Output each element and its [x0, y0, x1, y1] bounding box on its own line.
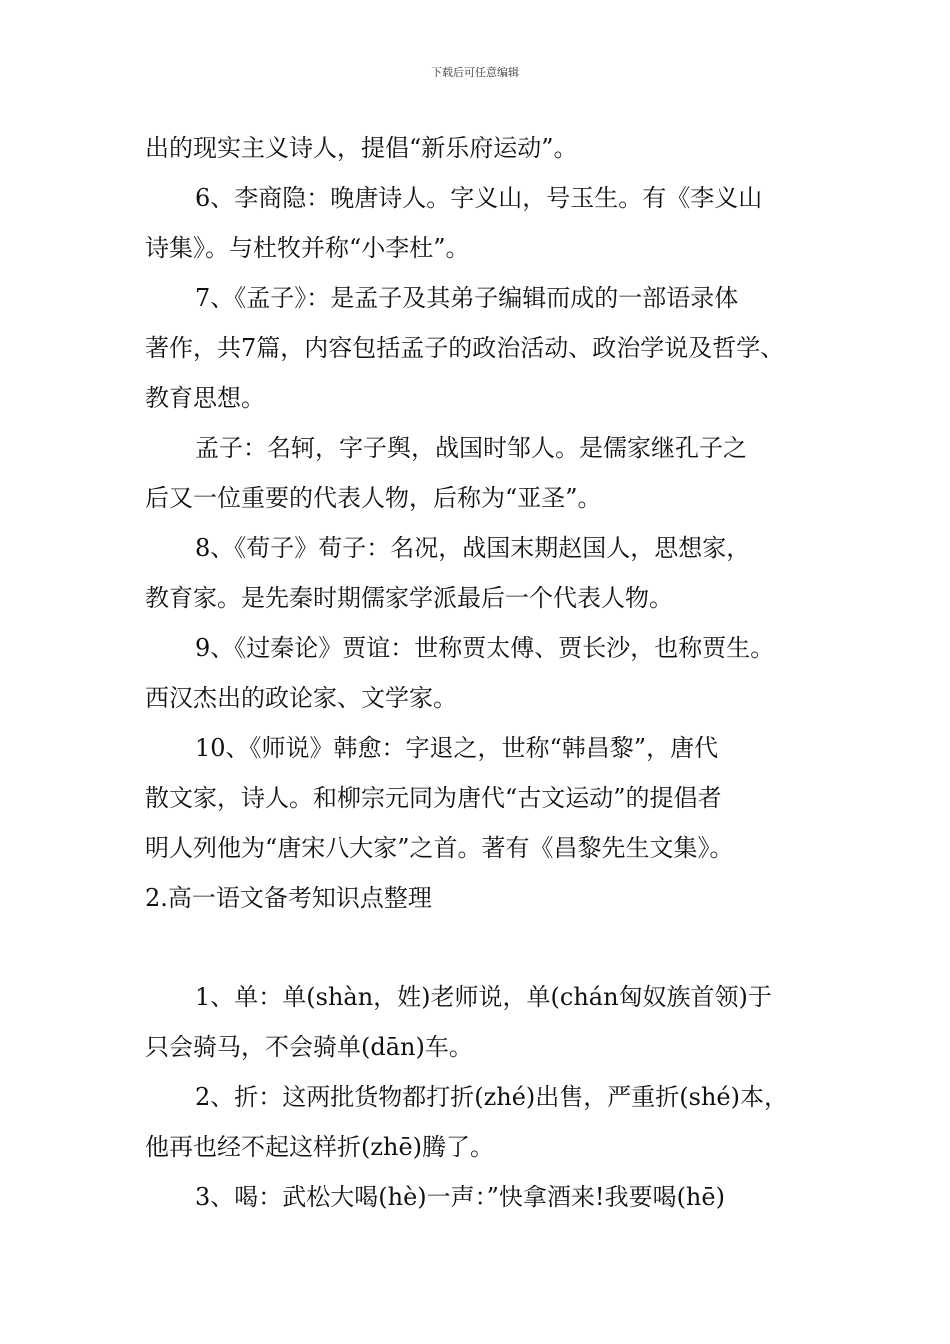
- section-heading: 2.高一语文备考知识点整理: [145, 884, 432, 912]
- text-line: 散文家，诗人。和柳宗元同为唐代“古文运动”的提倡者: [145, 784, 722, 812]
- text-line: 6、李商隐：晚唐诗人。字义山，号玉生。有《李义山: [195, 184, 763, 212]
- text-line: 后又一位重要的代表人物，后称为“亚圣”。: [145, 484, 602, 512]
- text-line: 9、《过秦论》贾谊：世称贾太傅、贾长沙，也称贾生。: [195, 634, 775, 662]
- text-line: 只会骑马，不会骑单(dān)车。: [145, 1033, 473, 1061]
- text-line: 3、喝：武松大喝(hè)一声：”快拿酒来!我要喝(hē): [195, 1183, 725, 1211]
- text-line: 2、折：这两批货物都打折(zhé)出售，严重折(shé)本，: [195, 1083, 789, 1111]
- text-line: 出的现实主义诗人，提倡“新乐府运动”。: [145, 134, 578, 162]
- text-line: 明人列他为“唐宋八大家”之首。著有《昌黎先生文集》。: [145, 834, 734, 862]
- text-line: 孟子：名轲，字子舆，战国时邹人。是儒家继孔子之: [195, 434, 747, 462]
- text-line: 8、《荀子》荀子：名况，战国末期赵国人，思想家，: [195, 534, 751, 562]
- text-line: 7、《孟子》：是孟子及其弟子编辑而成的一部语录体: [195, 284, 739, 312]
- text-line: 教育思想。: [145, 384, 265, 412]
- text-line: 10、《师说》韩愈：字退之，世称“韩昌黎”，唐代: [195, 734, 719, 762]
- text-line: 诗集》。与杜牧并称“小李杜”。: [145, 234, 470, 262]
- text-line: 著作，共7篇，内容包括孟子的政治活动、政治学说及哲学、: [145, 334, 785, 362]
- text-line: 西汉杰出的政论家、文学家。: [145, 684, 457, 712]
- text-line: 1、单：单(shàn，姓)老师说，单(chán匈奴族首领)于: [195, 983, 772, 1011]
- text-line: 教育家。是先秦时期儒家学派最后一个代表人物。: [145, 584, 673, 612]
- page-header: 下载后可任意编辑: [431, 66, 519, 79]
- text-line: 他再也经不起这样折(zhē)腾了。: [145, 1133, 495, 1161]
